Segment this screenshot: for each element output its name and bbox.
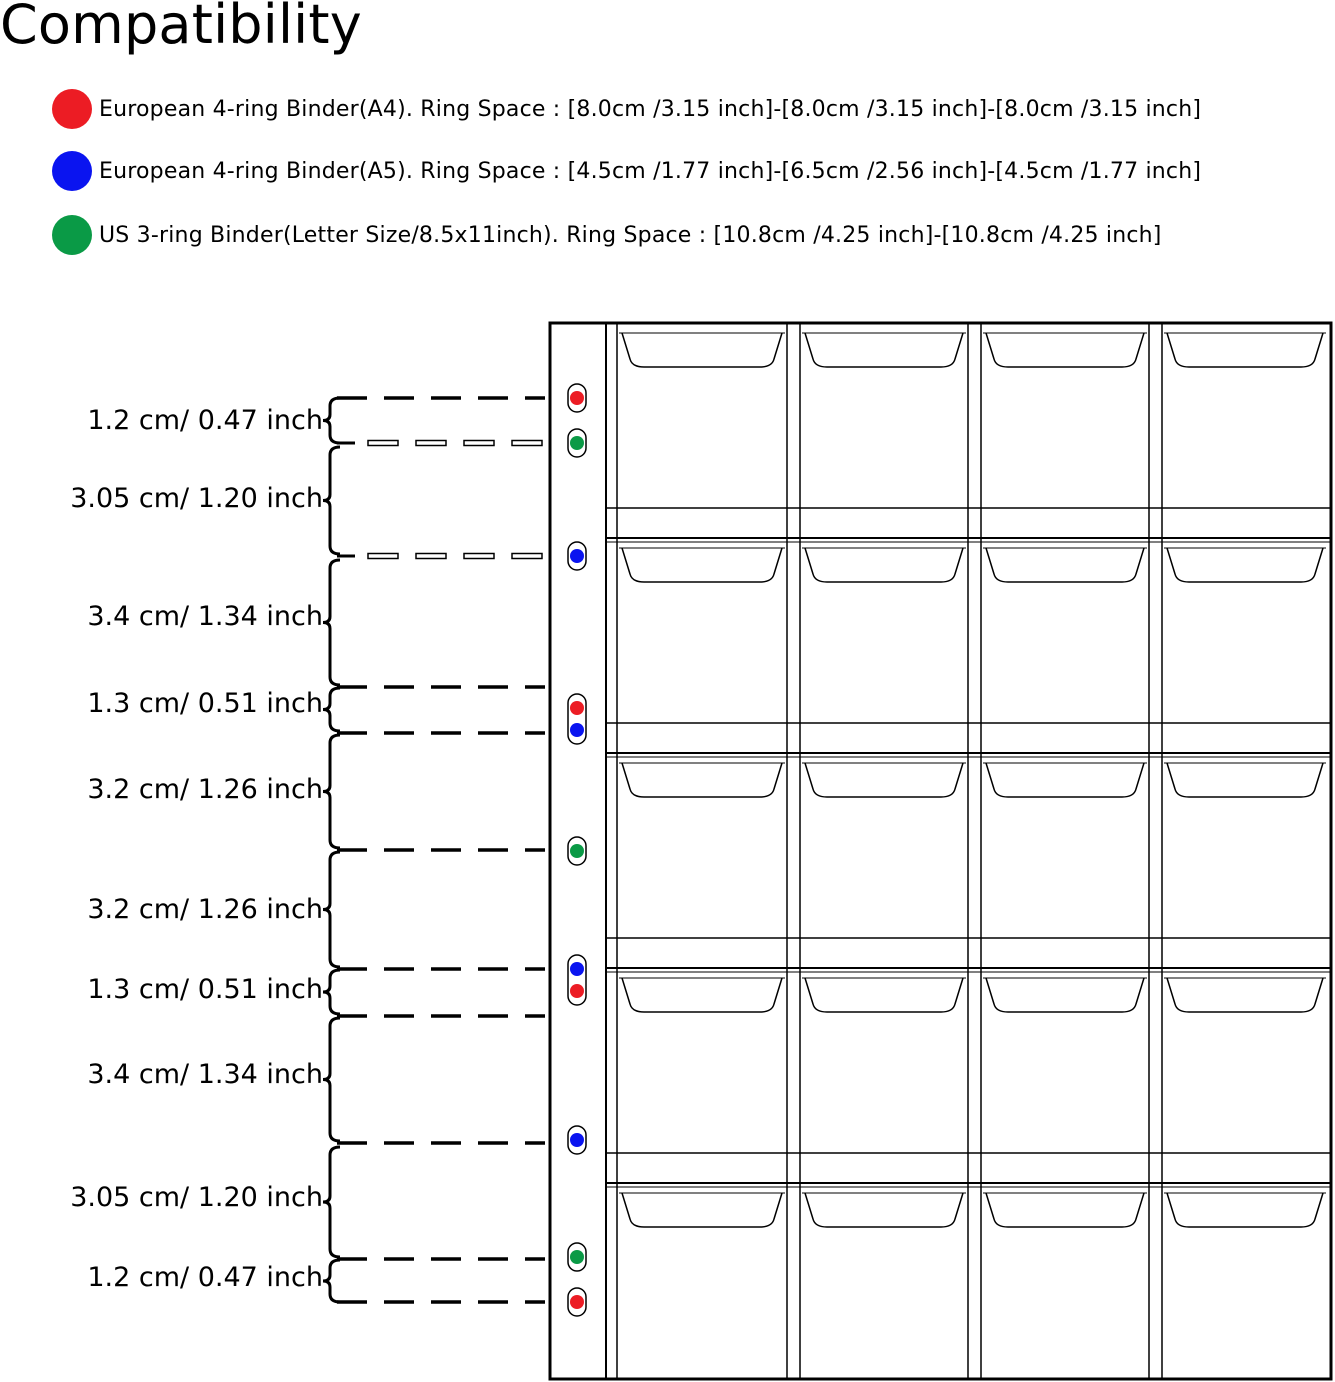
legend-text: European 4-ring Binder(A4). Ring Space : [8.0cm /3.15 inch]-[8.0cm /3.15 inch]-[8.0cm /3.15 inch] (99, 96, 1202, 122)
pocket-flap (805, 548, 963, 582)
red-ring-dot (570, 1295, 584, 1309)
guide-dash-segment (464, 441, 494, 446)
measurement-brace (323, 1260, 340, 1302)
blue-ring-dot (570, 549, 584, 563)
red-ring-dot (570, 701, 584, 715)
green-ring-dot (570, 436, 584, 450)
blue-ring-dot (570, 962, 584, 976)
measurement-label: 3.2 cm/ 1.26 inch (87, 894, 323, 925)
measurement-label: 1.2 cm/ 0.47 inch (87, 405, 323, 436)
pocket-flap (1167, 1193, 1323, 1227)
legend-text: European 4-ring Binder(A5). Ring Space : [4.5cm /1.77 inch]-[6.5cm /2.56 inch]-[4.5cm /1.77 inch] (99, 158, 1202, 184)
green-ring-dot (570, 844, 584, 858)
pocket-flap (622, 548, 782, 582)
measurement-brace (323, 560, 340, 685)
pocket-flap (1167, 333, 1323, 367)
pocket-flap (986, 1193, 1144, 1227)
measurement-brace (323, 1147, 340, 1257)
page-title: Compatibility (0, 0, 362, 56)
guide-dash-segment (368, 554, 398, 559)
pocket-flap (986, 333, 1144, 367)
guide-dash-segment (416, 441, 446, 446)
measurement-brace (323, 398, 340, 443)
measurement-brace (323, 970, 340, 1014)
measurement-brace (323, 735, 340, 848)
pocket-flap (622, 978, 782, 1012)
pocket-flap (622, 763, 782, 797)
measurement-brace (323, 852, 340, 967)
guide-dash-segment (416, 554, 446, 559)
measurement-label: 1.3 cm/ 0.51 inch (87, 974, 323, 1005)
measurement-brace (323, 688, 340, 731)
measurement-label: 3.05 cm/ 1.20 inch (70, 1182, 323, 1213)
page-outline (550, 323, 1331, 1379)
guide-dash-segment (512, 554, 542, 559)
measurement-label: 3.05 cm/ 1.20 inch (70, 483, 323, 514)
measurement-label: 3.4 cm/ 1.34 inch (87, 1059, 323, 1090)
pocket-flap (986, 978, 1144, 1012)
red-ring-dot (570, 391, 584, 405)
pocket-flap (622, 1193, 782, 1227)
measurement-label: 3.4 cm/ 1.34 inch (87, 601, 323, 632)
pocket-flap (805, 978, 963, 1012)
pocket-flap (1167, 548, 1323, 582)
measurement-brace (323, 447, 340, 554)
green-ring-dot (570, 1250, 584, 1264)
measurement-label: 1.3 cm/ 0.51 inch (87, 688, 323, 719)
pocket-flap (986, 548, 1144, 582)
guide-dash-segment (464, 554, 494, 559)
pocket-flap (805, 763, 963, 797)
pocket-flap (805, 333, 963, 367)
measurement-label: 1.2 cm/ 0.47 inch (87, 1262, 323, 1293)
blue-ring-dot (570, 723, 584, 737)
blue-ring-dot (570, 1133, 584, 1147)
guide-dash-segment (512, 441, 542, 446)
guide-dash-segment (368, 441, 398, 446)
pocket-flap (622, 333, 782, 367)
pocket-flap (1167, 978, 1323, 1012)
red-ring-dot (570, 984, 584, 998)
measurement-label: 3.2 cm/ 1.26 inch (87, 774, 323, 805)
pocket-flap (1167, 763, 1323, 797)
pocket-flap (805, 1193, 963, 1227)
pocket-flap (986, 763, 1144, 797)
legend-text: US 3-ring Binder(Letter Size/8.5x11inch). Ring Space : [10.8cm /4.25 inch]-[10.8cm /4.25 inch] (99, 222, 1162, 248)
measurement-brace (323, 1018, 340, 1141)
